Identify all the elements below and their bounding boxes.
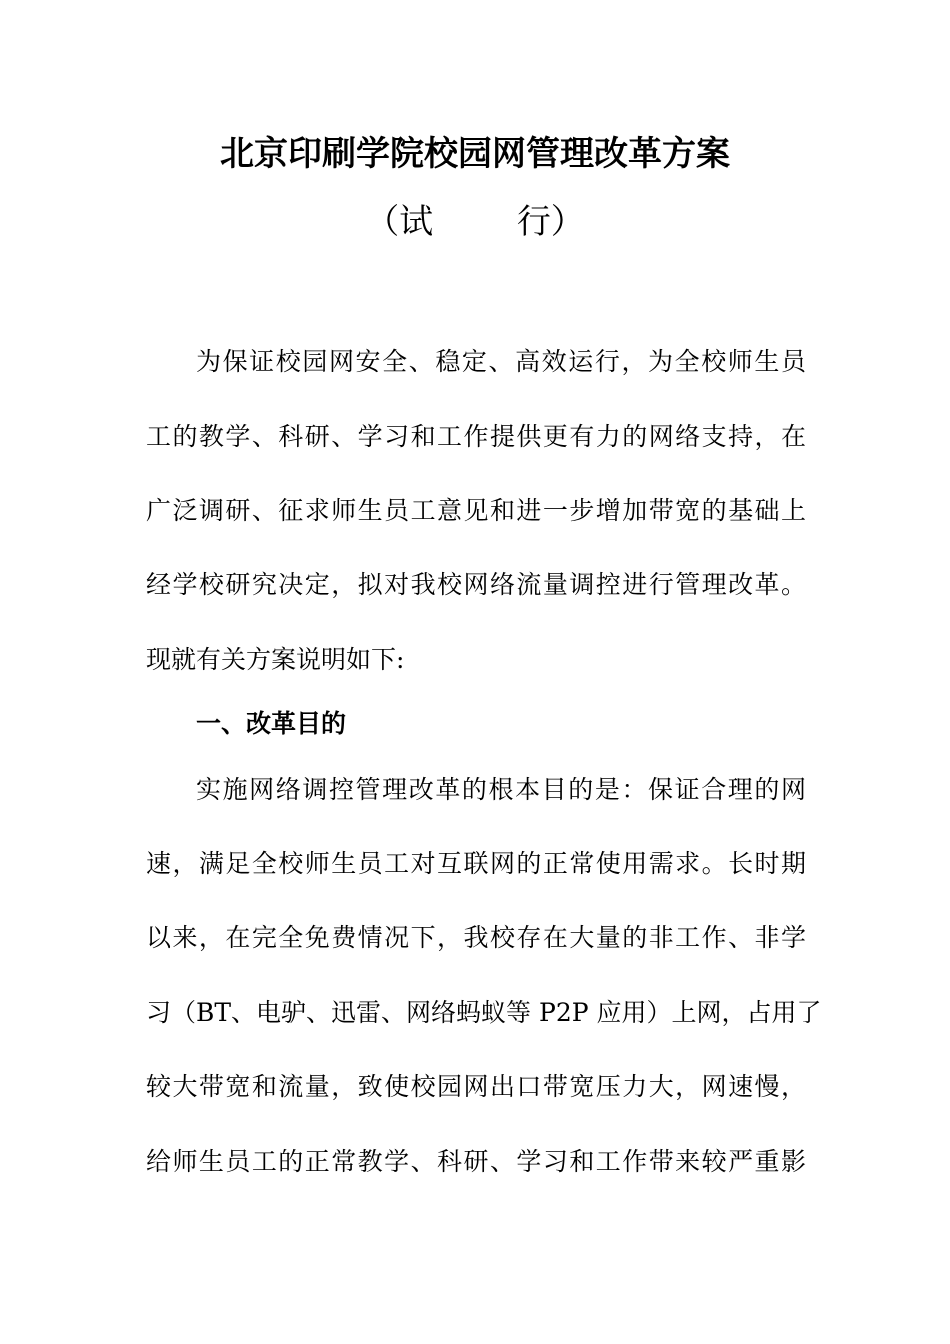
subtitle-close: 行） bbox=[516, 202, 585, 242]
paragraph-2-line-4: 习（BT、电驴、迅雷、网络蚂蚁等 P2P 应用）上网，占用了 bbox=[146, 998, 822, 1027]
paragraph-2-line-1: 实施网络调控管理改革的根本目的是：保证合理的网 bbox=[196, 775, 806, 804]
document-subtitle bbox=[0, 202, 950, 242]
paragraph-1-line-1: 为保证校园网安全、稳定、高效运行，为全校师生员 bbox=[196, 347, 806, 376]
paragraph-1-line-5: 现就有关方案说明如下: bbox=[146, 645, 405, 674]
paragraph-1-line-4: 经学校研究决定，拟对我校网络流量调控进行管理改革。 bbox=[146, 570, 806, 599]
paragraph-2-line-3: 以来，在完全免费情况下，我校存在大量的非工作、非学 bbox=[146, 923, 806, 952]
paragraph-2-line-5: 较大带宽和流量，致使校园网出口带宽压力大，网速慢， bbox=[146, 1072, 806, 1101]
subtitle-open: （试 bbox=[365, 202, 434, 242]
paragraph-2-line-6: 给师生员工的正常教学、科研、学习和工作带来较严重影 bbox=[146, 1147, 806, 1176]
paragraph-1-line-3: 广泛调研、征求师生员工意见和进一步增加带宽的基础上 bbox=[146, 496, 806, 525]
section-heading: 一、改革目的 bbox=[196, 709, 347, 738]
document-title: 北京印刷学院校园网管理改革方案 bbox=[220, 134, 730, 174]
paragraph-2-line-2: 速，满足全校师生员工对互联网的正常使用需求。长时期 bbox=[146, 849, 806, 878]
paragraph-1-line-2: 工的教学、科研、学习和工作提供更有力的网络支持，在 bbox=[146, 422, 806, 451]
